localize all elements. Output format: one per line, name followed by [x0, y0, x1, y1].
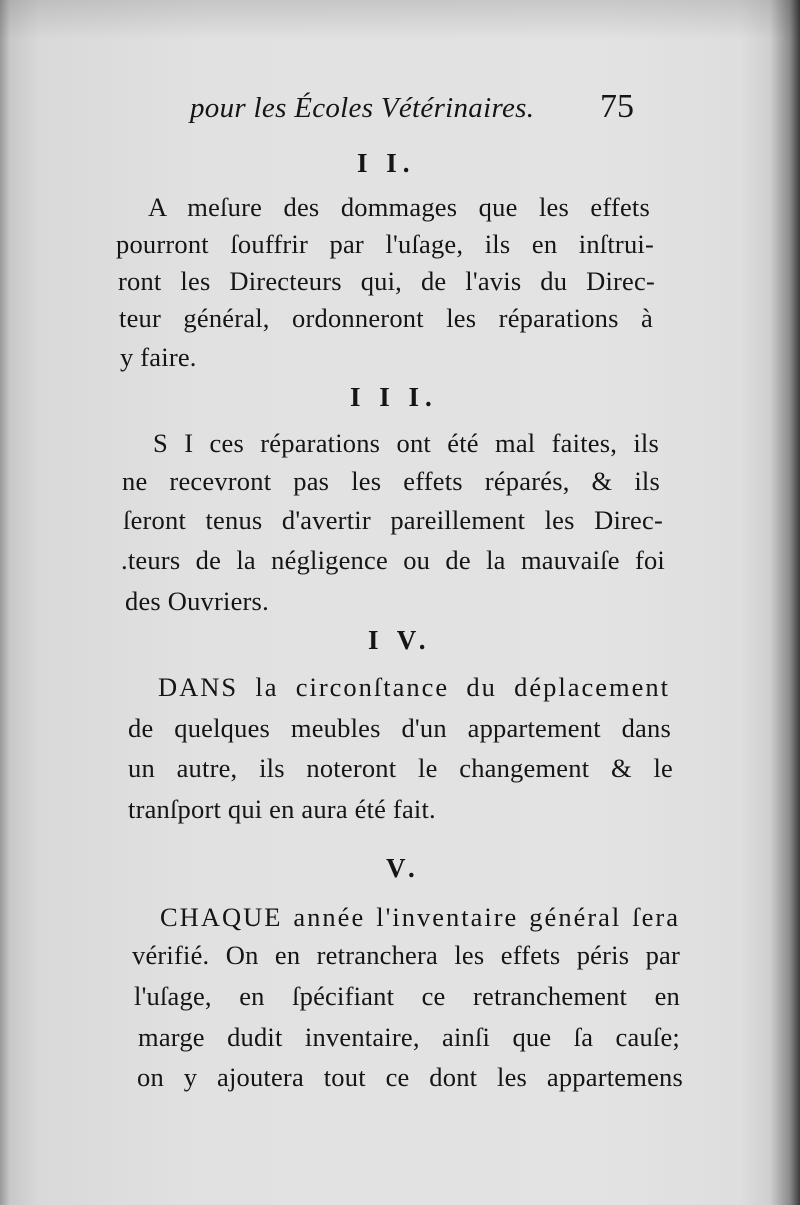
text-line: marge dudit inventaire, ainſi que ſa cauſe; — [138, 1022, 680, 1052]
text-line: de quelques meubles d'un appartement dans — [128, 713, 671, 743]
text-line: vérifié. On en retranchera les effets péris par — [132, 940, 680, 970]
section-number: I V. — [368, 625, 432, 655]
text-line: pourront ſouffrir par l'uſage, ils en inſtrui- — [116, 229, 654, 259]
text-line: .teurs de la négligence ou de la mauvaiſe foi — [121, 545, 665, 575]
section-number: I I. — [357, 148, 416, 178]
text-line: S I ces réparations ont été mal faites, ils — [153, 428, 659, 458]
section-number: V. — [386, 853, 421, 883]
text-line: CHAQUE année l'inventaire général ſera — [160, 902, 680, 932]
running-title: pour les Écoles Vétérinaires. — [190, 92, 535, 124]
page-header — [190, 88, 650, 132]
text-line: teur général, ordonneront les réparations à — [119, 303, 653, 333]
page-number: 75 — [600, 88, 634, 125]
text-line: y faire. — [120, 342, 197, 372]
text-line: l'uſage, en ſpécifiant ce retranchement en — [134, 981, 680, 1011]
text-line: DANS la circonſtance du déplacement — [158, 672, 670, 702]
page-shadow — [0, 0, 800, 40]
text-line: un autre, ils noteront le changement & le — [128, 753, 673, 783]
text-line: A meſure des dommages que les effets — [148, 192, 650, 222]
text-line: ſeront tenus d'avertir pareillement les Direc- — [123, 505, 663, 535]
section-number: I I I. — [350, 382, 438, 412]
text-line: des Ouvriers. — [125, 586, 269, 616]
text-line: on y ajoutera tout ce dont les appartemens — [137, 1062, 683, 1092]
text-line: ront les Directeurs qui, de l'avis du Direc- — [118, 266, 655, 296]
text-line: ne recevront pas les effets réparés, & ils — [122, 466, 660, 496]
text-line: tranſport qui en aura été fait. — [128, 794, 436, 824]
